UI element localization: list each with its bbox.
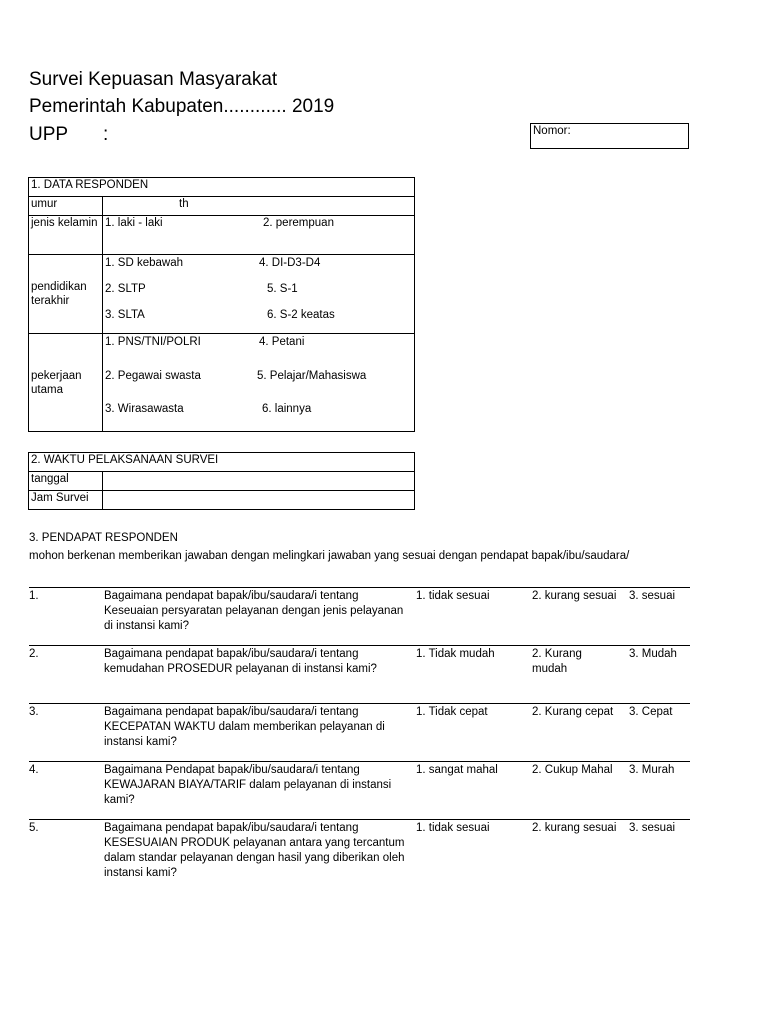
question-number: 1. xyxy=(29,590,39,602)
section1-title: 1. DATA RESPONDEN xyxy=(29,178,415,197)
question-divider xyxy=(29,587,690,588)
answer-option-3[interactable]: 3. sesuai xyxy=(629,822,676,834)
tanggal-label: tanggal xyxy=(29,472,103,491)
pek-option-6[interactable]: 6. lainnya xyxy=(262,403,312,415)
answer-option-1[interactable]: 1. sangat mahal xyxy=(416,764,498,776)
survey-title: Survei Kepuasan Masyarakat xyxy=(29,69,278,90)
answer-option-2[interactable]: 2. kurang sesuai xyxy=(532,822,617,834)
data-responden-table xyxy=(28,177,415,432)
upp-colon: : xyxy=(103,124,109,145)
jenis-option-perempuan[interactable]: 2. perempuan xyxy=(263,217,334,229)
pend-option-6[interactable]: 6. S-2 keatas xyxy=(267,309,335,321)
government-line: Pemerintah Kabupaten............ 2019 xyxy=(29,96,335,117)
jenis-kelamin-options xyxy=(103,216,415,255)
question-divider xyxy=(29,645,690,646)
question-number: 3. xyxy=(29,706,39,718)
pek-option-5[interactable]: 5. Pelajar/Mahasiswa xyxy=(257,370,367,382)
answer-option-2[interactable]: 2. Cukup Mahal xyxy=(532,764,613,776)
pend-option-3[interactable]: 3. SLTA xyxy=(105,309,145,321)
answer-option-3[interactable]: 3. Cepat xyxy=(629,706,673,718)
pendidikan-label: pendidikan terakhir xyxy=(29,255,103,334)
umur-label: umur xyxy=(29,197,103,216)
answer-option-1[interactable]: 1. tidak sesuai xyxy=(416,590,490,602)
pek-option-4[interactable]: 4. Petani xyxy=(259,336,305,348)
umur-field[interactable] xyxy=(103,197,415,216)
section3-title: 3. PENDAPAT RESPONDEN xyxy=(29,532,178,544)
nomor-box[interactable] xyxy=(530,123,689,149)
question-text: Bagaimana Pendapat bapak/ibu/saudara/i tentang KEWAJARAN BIAYA/TARIF dalam pelayanan di instansi kami? xyxy=(104,764,392,806)
answer-option-2[interactable]: 2. Kurang cepat xyxy=(532,706,614,718)
answer-option-3[interactable]: 3. sesuai xyxy=(629,590,676,602)
upp-label: UPP xyxy=(29,124,69,145)
answer-option-1[interactable]: 1. Tidak mudah xyxy=(416,648,495,660)
pek-option-1[interactable]: 1. PNS/TNI/POLRI xyxy=(105,336,201,348)
question-text: Bagaimana pendapat bapak/ibu/saudara/i tentang KESESUAIAN PRODUK pelayanan antara yang tercantum dalam standar pelayanan dengan hasil yang diberikan oleh instansi kami? xyxy=(104,822,405,879)
question-number: 2. xyxy=(29,648,39,660)
jam-survei-label: Jam Survei xyxy=(29,491,103,510)
pekerjaan-options xyxy=(103,334,415,432)
question-text: Bagaimana pendapat bapak/ibu/saudara/i tentang Keseuaian persyaratan pelayanan dengan jenis pelayanan di instansi kami? xyxy=(104,590,404,632)
tanggal-field[interactable] xyxy=(103,472,415,491)
question-number: 4. xyxy=(29,764,39,776)
pek-option-3[interactable]: 3. Wirasawasta xyxy=(105,403,184,415)
jam-survei-field[interactable] xyxy=(103,491,415,510)
waktu-survei-table xyxy=(28,452,415,510)
pek-option-2[interactable]: 2. Pegawai swasta xyxy=(105,370,201,382)
question-text: Bagaimana pendapat bapak/ibu/saudara/i tentang kemudahan PROSEDUR pelayanan di instansi kami? xyxy=(104,648,377,675)
answer-option-2[interactable]: 2. kurang sesuai xyxy=(532,590,617,602)
pekerjaan-label: pekerjaan utama xyxy=(29,334,103,432)
pend-option-4[interactable]: 4. DI-D3-D4 xyxy=(259,257,321,269)
section3-instruction: mohon berkenan memberikan jawaban dengan melingkari jawaban yang sesuai dengan pendapat bapak/ibu/saudara/ xyxy=(29,550,630,562)
answer-option-1[interactable]: 1. tidak sesuai xyxy=(416,822,490,834)
jenis-kelamin-label: jenis kelamin xyxy=(29,216,103,255)
question-divider xyxy=(29,703,690,704)
question-text: Bagaimana pendapat bapak/ibu/saudara/i tentang KECEPATAN WAKTU dalam memberikan pelayanan di instansi kami? xyxy=(104,706,385,748)
umur-unit: th xyxy=(179,198,189,210)
answer-option-3[interactable]: 3. Mudah xyxy=(629,648,677,660)
nomor-label: Nomor: xyxy=(533,125,571,137)
question-divider xyxy=(29,819,690,820)
jenis-option-laki[interactable]: 1. laki - laki xyxy=(105,217,163,229)
answer-option-3[interactable]: 3. Murah xyxy=(629,764,675,776)
pendidikan-options xyxy=(103,255,415,334)
answer-option-2[interactable]: 2. Kurang mudah xyxy=(532,648,582,675)
answer-option-1[interactable]: 1. Tidak cepat xyxy=(416,706,488,718)
question-divider xyxy=(29,761,690,762)
section2-title: 2. WAKTU PELAKSANAAN SURVEI xyxy=(29,453,415,472)
pend-option-2[interactable]: 2. SLTP xyxy=(105,283,146,295)
pend-option-5[interactable]: 5. S-1 xyxy=(267,283,298,295)
question-number: 5. xyxy=(29,822,39,834)
pend-option-1[interactable]: 1. SD kebawah xyxy=(105,257,183,269)
